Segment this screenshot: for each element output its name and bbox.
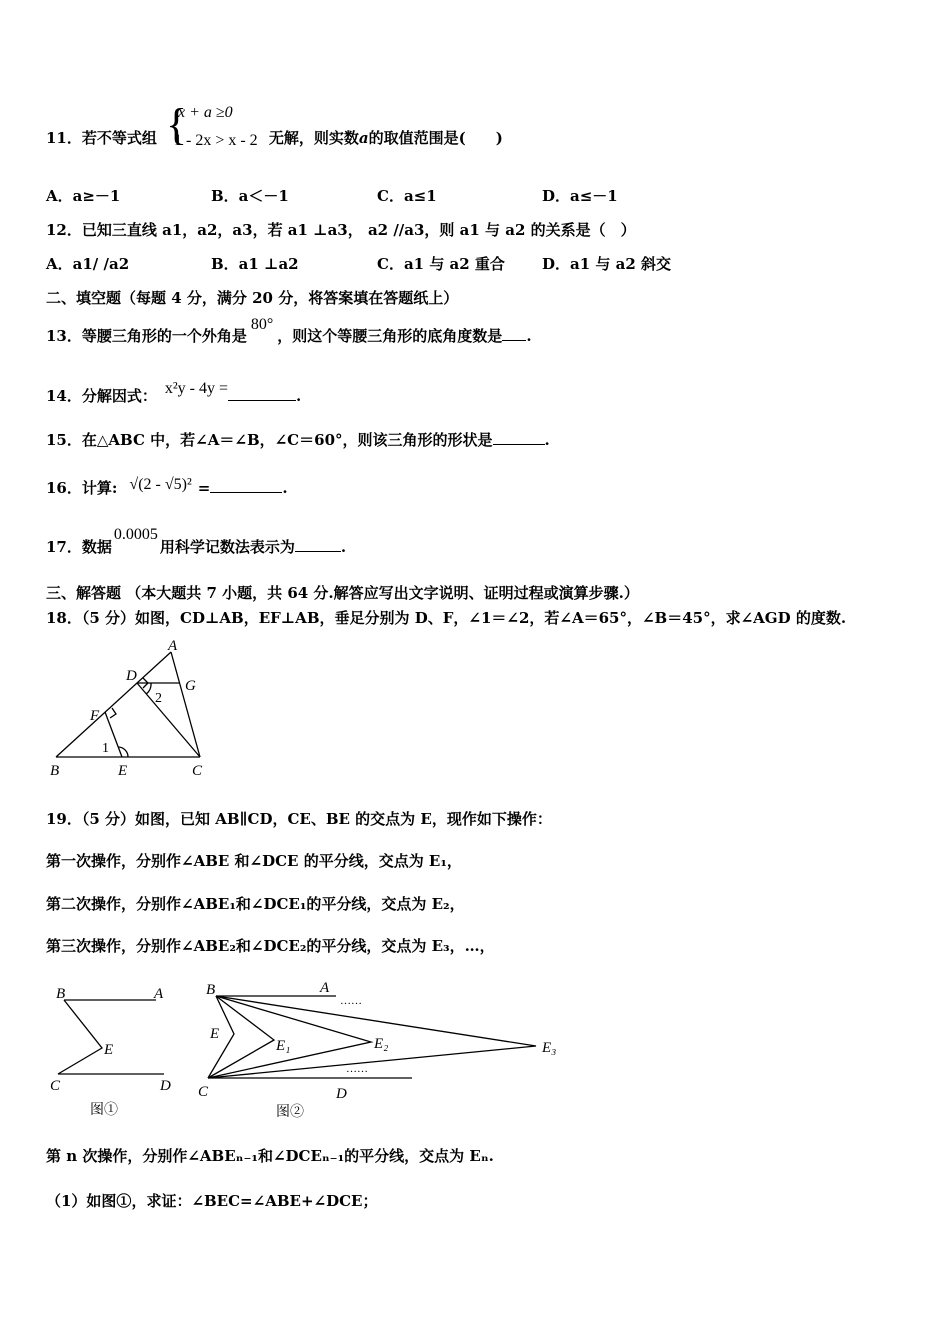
q11-suffix: 无解，则实数 [268, 129, 359, 147]
fig1-label-d: D [160, 1078, 171, 1094]
q12-option-b: B．a1 ⊥a2 [211, 255, 299, 273]
q14-end: . [296, 387, 302, 405]
fig2-label-d: D [336, 1086, 347, 1102]
q16-end: . [282, 479, 288, 497]
q17-blank [295, 537, 341, 552]
q11-line [46, 128, 503, 148]
fig2-label-e3: E₃ [542, 1040, 557, 1056]
label-e: E [118, 763, 128, 779]
fig2-dots-top: …… [340, 995, 362, 1007]
q15-end: . [544, 431, 550, 449]
label-d: D [126, 668, 137, 684]
q11-option-d: D．a≤－1 [542, 187, 618, 205]
fig1-caption: 图① [90, 1103, 118, 1118]
q19-part1: （1）如图①，求证：∠BEC=∠ABE+∠DCE； [46, 1192, 378, 1210]
q19-figure-2 [196, 980, 576, 1120]
section2-heading: 二、填空题（每题 4 分，满分 20 分，将答案填在答题纸上） [46, 289, 459, 307]
q16-blank [210, 478, 282, 493]
fig1-label-a: A [154, 986, 164, 1002]
q14-blank [228, 386, 296, 401]
fig2-label-e: E [210, 1026, 220, 1042]
fig2-caption: 图② [276, 1105, 304, 1120]
q13-value: 80° [250, 316, 274, 333]
q15-blank [493, 430, 545, 445]
q19-line3: 第二次操作，分别作∠ABE₁和∠DCE₁的平分线，交点为 E₂， [46, 895, 465, 913]
q19-line2: 第一次操作，分别作∠ABE 和∠DCE 的平分线，交点为 E₁， [46, 852, 462, 870]
q17-line [46, 526, 347, 558]
q17-suffix: 用科学记数法表示为 [159, 538, 295, 556]
q11-prefix: 若不等式组 [81, 129, 157, 147]
q12-option-d: D．a1 与 a2 斜交 [542, 255, 671, 273]
q11-ineq2: 1 - 2x > x - 2 [174, 132, 258, 149]
q16-expr: √(2 - √5)² [129, 476, 192, 493]
line-ac [171, 652, 200, 757]
label-angle-1: 1 [102, 741, 109, 756]
fig2-label-b: B [206, 982, 216, 998]
fig1-line-bec [58, 1000, 102, 1074]
q18-text: 18．（5 分）如图，CD⊥AB，EF⊥AB，垂足分别为 D、F，∠1＝∠2，若∠A＝65°，∠B＝45°，求∠AGD 的度数. [46, 609, 847, 627]
label-g: G [185, 678, 196, 694]
q16-eq: = [197, 479, 211, 497]
q11-suffix2: 的取值范围是( ) [368, 129, 503, 147]
fig1-label-c: C [50, 1078, 61, 1094]
q12-option-c: C．a1 与 a2 重合 [377, 255, 505, 273]
q14-prefix: 14．分解因式： [46, 387, 157, 405]
q12-text: 12．已知三直线 a1，a2，a3，若 a1 ⊥a3， a2 //a3，则 a1 与 a2 的关系是（ ） [46, 221, 636, 239]
fig2-dots-bottom: …… [346, 1063, 368, 1075]
fig2-label-a: A [320, 980, 330, 996]
q11-brace: { [166, 100, 188, 149]
q13-end: . [526, 327, 532, 345]
q19-figure-1 [44, 982, 184, 1122]
line-ba [56, 652, 171, 757]
q12-option-a: A．a1/ /a2 [46, 255, 130, 273]
section3-heading: 三、解答题 （本大题共 7 小题，共 64 分.解答应写出文字说明、证明过程或演算步骤.） [46, 584, 639, 602]
label-f: F [90, 708, 100, 724]
fig1-label-e: E [104, 1042, 114, 1058]
q11-number: 11． [46, 129, 82, 147]
q16-line [46, 478, 288, 499]
label-b: B [50, 763, 60, 779]
q11-option-b: B．a＜－1 [211, 187, 289, 205]
fig2-label-e1: E₁ [276, 1038, 291, 1054]
q11-option-c: C．a≤1 [377, 187, 437, 205]
q13-prefix: 13．等腰三角形的一个外角是 [46, 327, 247, 345]
q15-line [46, 430, 550, 450]
q13-suffix: ，则这个等腰三角形的底角度数是 [277, 327, 503, 345]
q19-line4: 第三次操作，分别作∠ABE₂和∠DCE₂的平分线，交点为 E₃，…， [46, 937, 495, 955]
label-c: C [192, 763, 203, 779]
q17-value: 0.0005 [113, 526, 158, 543]
q14-expr: x²y - 4y = [164, 380, 229, 397]
label-angle-2: 2 [155, 691, 162, 706]
q18-figure [40, 640, 260, 790]
right-angle-f [110, 708, 116, 718]
fig1-label-b: B [56, 986, 66, 1002]
q19-line5: 第 n 次操作，分别作∠ABEₙ₋₁和∠DCEₙ₋₁的平分线，交点为 Eₙ. [46, 1147, 494, 1165]
fig2-label-c: C [198, 1084, 209, 1100]
q16-prefix: 16．计算: [46, 479, 118, 497]
q14-line [46, 380, 302, 407]
fig2-label-e2: E₂ [374, 1036, 389, 1052]
q17-prefix: 17．数据 [46, 538, 112, 556]
q17-end: . [340, 538, 347, 556]
q11-var: a [358, 129, 369, 147]
q13-blank [502, 326, 526, 341]
q13-line [46, 316, 532, 347]
q11-option-a: A．a≥－1 [46, 187, 121, 205]
q15-text: 15．在△ABC 中，若∠A＝∠B，∠C＝60°，则该三角形的形状是 [46, 431, 493, 449]
q11-ineq1: x + a ≥0 [178, 104, 233, 121]
label-a: A [168, 638, 178, 654]
q19-line1: 19．（5 分）如图，已知 AB∥CD，CE、BE 的交点为 E，现作如下操作： [46, 810, 552, 828]
